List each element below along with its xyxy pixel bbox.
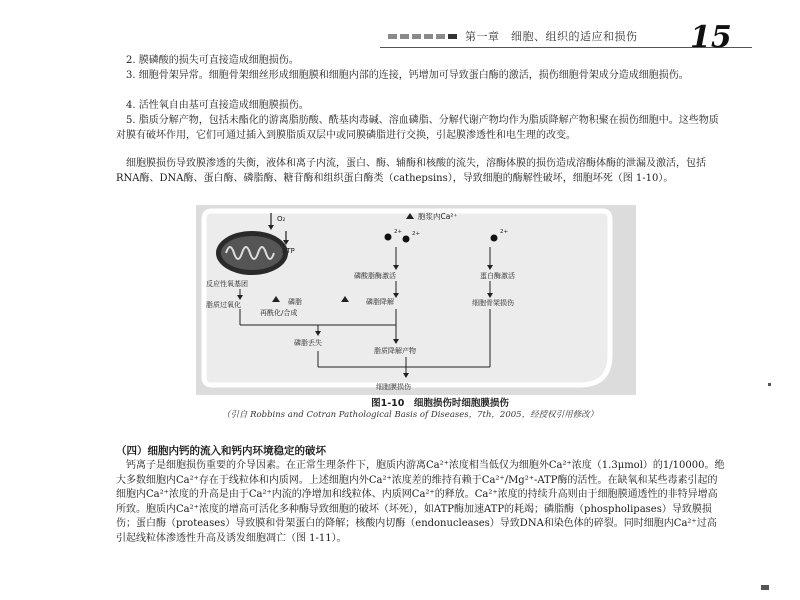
chapter-title: 第一章 细胞、组织的适应和损伤 [465,30,638,43]
paragraph-3: 4. 活性氧自由基可直接造成细胞膜损伤。 [126,100,309,111]
corner-mark [761,585,769,590]
calcium-ion [491,235,498,242]
lipid-products-label: 脂质降解产物 [374,347,416,355]
phospholipid-label: 磷脂 [288,298,302,306]
degradation-label: 磷脂降解 [366,298,394,306]
ion-charge-label: 2+ [412,231,421,237]
section-heading: （四）细胞内钙的流入和钙内环境稳定的破坏 [116,445,326,457]
section-paragraph: 钙离子是细胞损伤重要的介导因素。在正常生理条件下，胞质内游离Ca²⁺浓度相当低仅为细胞外Ca²⁺浓度（1.3μmol）的1/10000。绝大多数细胞内Ca²⁺存在于线粒体和内质网。上述细胞内外Ca²⁺浓度差的维持有赖于Ca²⁺/Mg²⁺-ATP酶的活性。在缺氧和某些毒素引起的细胞内Ca²⁺浓度的升高是由于Ca²⁺内流的净增加和线粒体、内质网Ca²⁺的释放。Ca²⁺浓度的持续升高则由于细胞膜通透性的非特异增高所致。胞质内Ca²⁺浓度的增高可活化多种酶导致细胞的破坏（坏死），如ATP酶加速ATP的耗竭；磷脂酶（phospholipases）导致膜损伤；蛋白酶（proteases）导致膜和骨架蛋白的降解；核酸内切酶（endonucleases）导致DNA和染色体的碎裂。同时细胞内Ca²⁺过高引起线粒体渗透性升高及诱发细胞凋亡（图 1-11）。 [116,460,725,544]
margin-mark [768,383,771,386]
ion-charge-label: 2+ [500,229,509,235]
ion-charge-label: 2+ [394,229,403,235]
phospholipase-label: 磷酸脂酶激活 [354,272,396,280]
reacylation-label: 再酰化/合成 [260,309,298,317]
lipid-peroxidation-label: 脂质过氧化 [206,301,241,309]
header-decoration [388,34,457,39]
cytosolic-calcium-label: 胞浆内Ca²⁺ [418,212,458,221]
paragraph-5: 细胞膜损伤导致膜渗透的失衡，液体和离子内流，蛋白、酶、辅酶和核酸的流失，溶酶体膜的损伤造成溶酶体酶的泄漏及激活，包括RNA酶、DNA酶、蛋白酶、磷脂酶、糖苷酶和组织蛋白酶类（cathepsins），导致细胞的酶解性破坏，细胞坏死（图 1-10）。 [116,158,706,184]
calcium-ion [385,234,392,241]
mitochondrion-icon [216,231,288,275]
page-header [0,0,800,62]
paragraph-4: 5. 脂质分解产物，包括未酯化的游离脂肪酸、酰基肉毒碱、溶血磷脂、分解代谢产物均作为脂质降解产物积聚在损伤细胞中。这些物质对膜有破坏作用，它们可通过插入到膜脂质双层中或同膜磷脂进行交换，引起膜渗透性和电生理的改变。 [116,115,719,141]
phospholipid-loss-label: 磷脂丢失 [294,339,322,347]
ros-label: 反应性氧基团 [206,280,248,288]
cytoskeleton-damage-label: 细胞骨架损伤 [472,299,514,307]
page-number: 15 [690,20,732,55]
calcium-ion [403,236,410,243]
figure-source: （引自 Robbins and Cotran Pathological Basis of Diseases，7th，2005，经授权引用修改） [221,410,599,420]
paragraph-1: 2. 膜磷酸的损失可直接造成细胞损伤。 [126,55,299,66]
figure-caption: 图1-10 细胞损伤时细胞膜损伤 [371,398,509,409]
membrane-damage-label: 细胞膜损伤 [376,383,411,391]
o2-label: O₂ [277,215,286,223]
membrane-damage-diagram [196,205,636,395]
protease-label: 蛋白酶激活 [480,272,515,280]
atp-label: ATP [282,247,295,255]
paragraph-2: 3. 细胞骨架异常。细胞骨架细丝形成细胞膜和细胞内部的连接，钙增加可导致蛋白酶的激活，损伤细胞骨架成分造成细胞损伤。 [126,70,689,81]
